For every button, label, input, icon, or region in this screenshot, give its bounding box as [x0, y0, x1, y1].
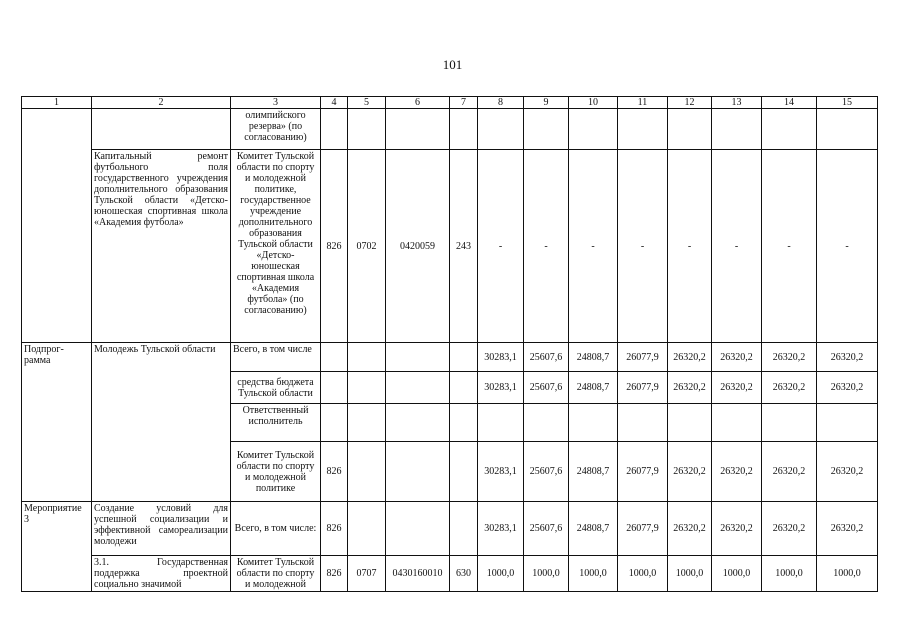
cell-value: 26320,2	[817, 502, 878, 556]
cell-value: -	[569, 150, 618, 343]
header-row	[22, 97, 878, 109]
cell-value: 26320,2	[712, 372, 762, 404]
cell-value: 25607,6	[524, 502, 569, 556]
cell-value: 24808,7	[569, 372, 618, 404]
column-header: 7	[450, 97, 478, 109]
cell-value: 26077,9	[618, 502, 668, 556]
cell-value: 1000,0	[524, 556, 569, 592]
column-header: 5	[348, 97, 386, 109]
cell-grbs: 826	[321, 502, 348, 556]
page-number: 101	[442, 57, 463, 72]
cell-value: 1000,0	[712, 556, 762, 592]
cell-value: 1000,0	[478, 556, 524, 592]
cell-section-label: Подпрог-рамма	[22, 343, 92, 502]
cell-executor: олимпийского резерва» (по согласованию)	[231, 109, 321, 150]
cell-value: 26320,2	[668, 343, 712, 372]
cell-executor: Всего, в том числе	[231, 343, 321, 372]
cell-grbs: 826	[321, 442, 348, 502]
budget-table	[21, 96, 878, 592]
cell-value: -	[712, 150, 762, 343]
cell-col1	[22, 109, 92, 343]
cell-section-label: Мероприятие 3	[22, 502, 92, 592]
cell-activity: Создание условий для успешной социализации и эффективной самореализации молодежи	[92, 502, 231, 556]
cell-value: 26320,2	[817, 372, 878, 404]
column-header: 1	[22, 97, 92, 109]
column-header: 8	[478, 97, 524, 109]
cell-executor: Ответственный исполнитель	[231, 404, 321, 442]
cell-value: 26320,2	[817, 442, 878, 502]
column-header: 2	[92, 97, 231, 109]
cell-value: -	[524, 150, 569, 343]
cell-executor: Комитет Тульской области по спорту и молодежной политике, государственное учреждение дополнительного образования Тульской области «Детско-юношеская спортивная школа «Академия футбола» (по согласованию)	[231, 150, 321, 343]
cell-col2	[92, 109, 231, 150]
cell-value: -	[618, 150, 668, 343]
cell-value: 1000,0	[618, 556, 668, 592]
cell-value: 26077,9	[618, 442, 668, 502]
cell-value: 25607,6	[524, 372, 569, 404]
cell-value: 26320,2	[712, 442, 762, 502]
cell-value: 26320,2	[668, 372, 712, 404]
cell-activity: 3.1. Государственная поддержка проектной социально значимой	[92, 556, 231, 592]
cell-grbs: 826	[321, 556, 348, 592]
cell-value: 26320,2	[762, 372, 817, 404]
cell-csr: 0420059	[386, 150, 450, 343]
cell-value: 1000,0	[668, 556, 712, 592]
column-header: 14	[762, 97, 817, 109]
column-header: 15	[817, 97, 878, 109]
cell-value: 1000,0	[569, 556, 618, 592]
cell-executor: Комитет Тульской области по спорту и молодежной политике	[231, 442, 321, 502]
cell-csr: 0430160010	[386, 556, 450, 592]
column-header: 4	[321, 97, 348, 109]
column-header: 6	[386, 97, 450, 109]
cell-value: 24808,7	[569, 442, 618, 502]
cell-value: 26320,2	[712, 343, 762, 372]
cell-value: 26320,2	[668, 502, 712, 556]
table-row	[22, 150, 878, 343]
cell-value: 30283,1	[478, 502, 524, 556]
cell-value: -	[817, 150, 878, 343]
cell-vr: 243	[450, 150, 478, 343]
cell-vr: 630	[450, 556, 478, 592]
cell-grbs: 826	[321, 150, 348, 343]
cell-executor: средства бюджета Тульской области	[231, 372, 321, 404]
table-row	[22, 502, 878, 556]
cell-value: 25607,6	[524, 442, 569, 502]
cell-subprogram-name: Молодежь Тульской области	[92, 343, 231, 502]
cell-value: 26077,9	[618, 372, 668, 404]
cell-value: 30283,1	[478, 372, 524, 404]
cell-executor: Комитет Тульской области по спорту и молодежной	[231, 556, 321, 592]
table-row	[22, 556, 878, 592]
column-header: 13	[712, 97, 762, 109]
cell-value: 26077,9	[618, 343, 668, 372]
cell-value: 24808,7	[569, 502, 618, 556]
column-header: 3	[231, 97, 321, 109]
cell-value: -	[668, 150, 712, 343]
cell-value: -	[478, 150, 524, 343]
cell-value: 26320,2	[712, 502, 762, 556]
cell-value: 30283,1	[478, 442, 524, 502]
cell-value: 1000,0	[762, 556, 817, 592]
cell-activity: Капитальный ремонт футбольного поля государственного учреждения дополнительного образования Тульской области «Детско-юношеская спортивная школа «Академия футбола»	[92, 150, 231, 343]
cell-value: 26320,2	[817, 343, 878, 372]
table-row	[22, 109, 878, 150]
cell-value: 24808,7	[569, 343, 618, 372]
column-header: 10	[569, 97, 618, 109]
column-header: 9	[524, 97, 569, 109]
cell-value: -	[762, 150, 817, 343]
cell-rzpr: 0707	[348, 556, 386, 592]
cell-value: 25607,6	[524, 343, 569, 372]
cell-executor: Всего, в том числе:	[231, 502, 321, 556]
cell-value: 26320,2	[668, 442, 712, 502]
cell-value: 26320,2	[762, 502, 817, 556]
table-row	[22, 343, 878, 372]
column-header: 11	[618, 97, 668, 109]
cell-value: 26320,2	[762, 343, 817, 372]
cell-value: 30283,1	[478, 343, 524, 372]
cell-rzpr: 0702	[348, 150, 386, 343]
column-header: 12	[668, 97, 712, 109]
cell-value: 26320,2	[762, 442, 817, 502]
cell-value: 1000,0	[817, 556, 878, 592]
